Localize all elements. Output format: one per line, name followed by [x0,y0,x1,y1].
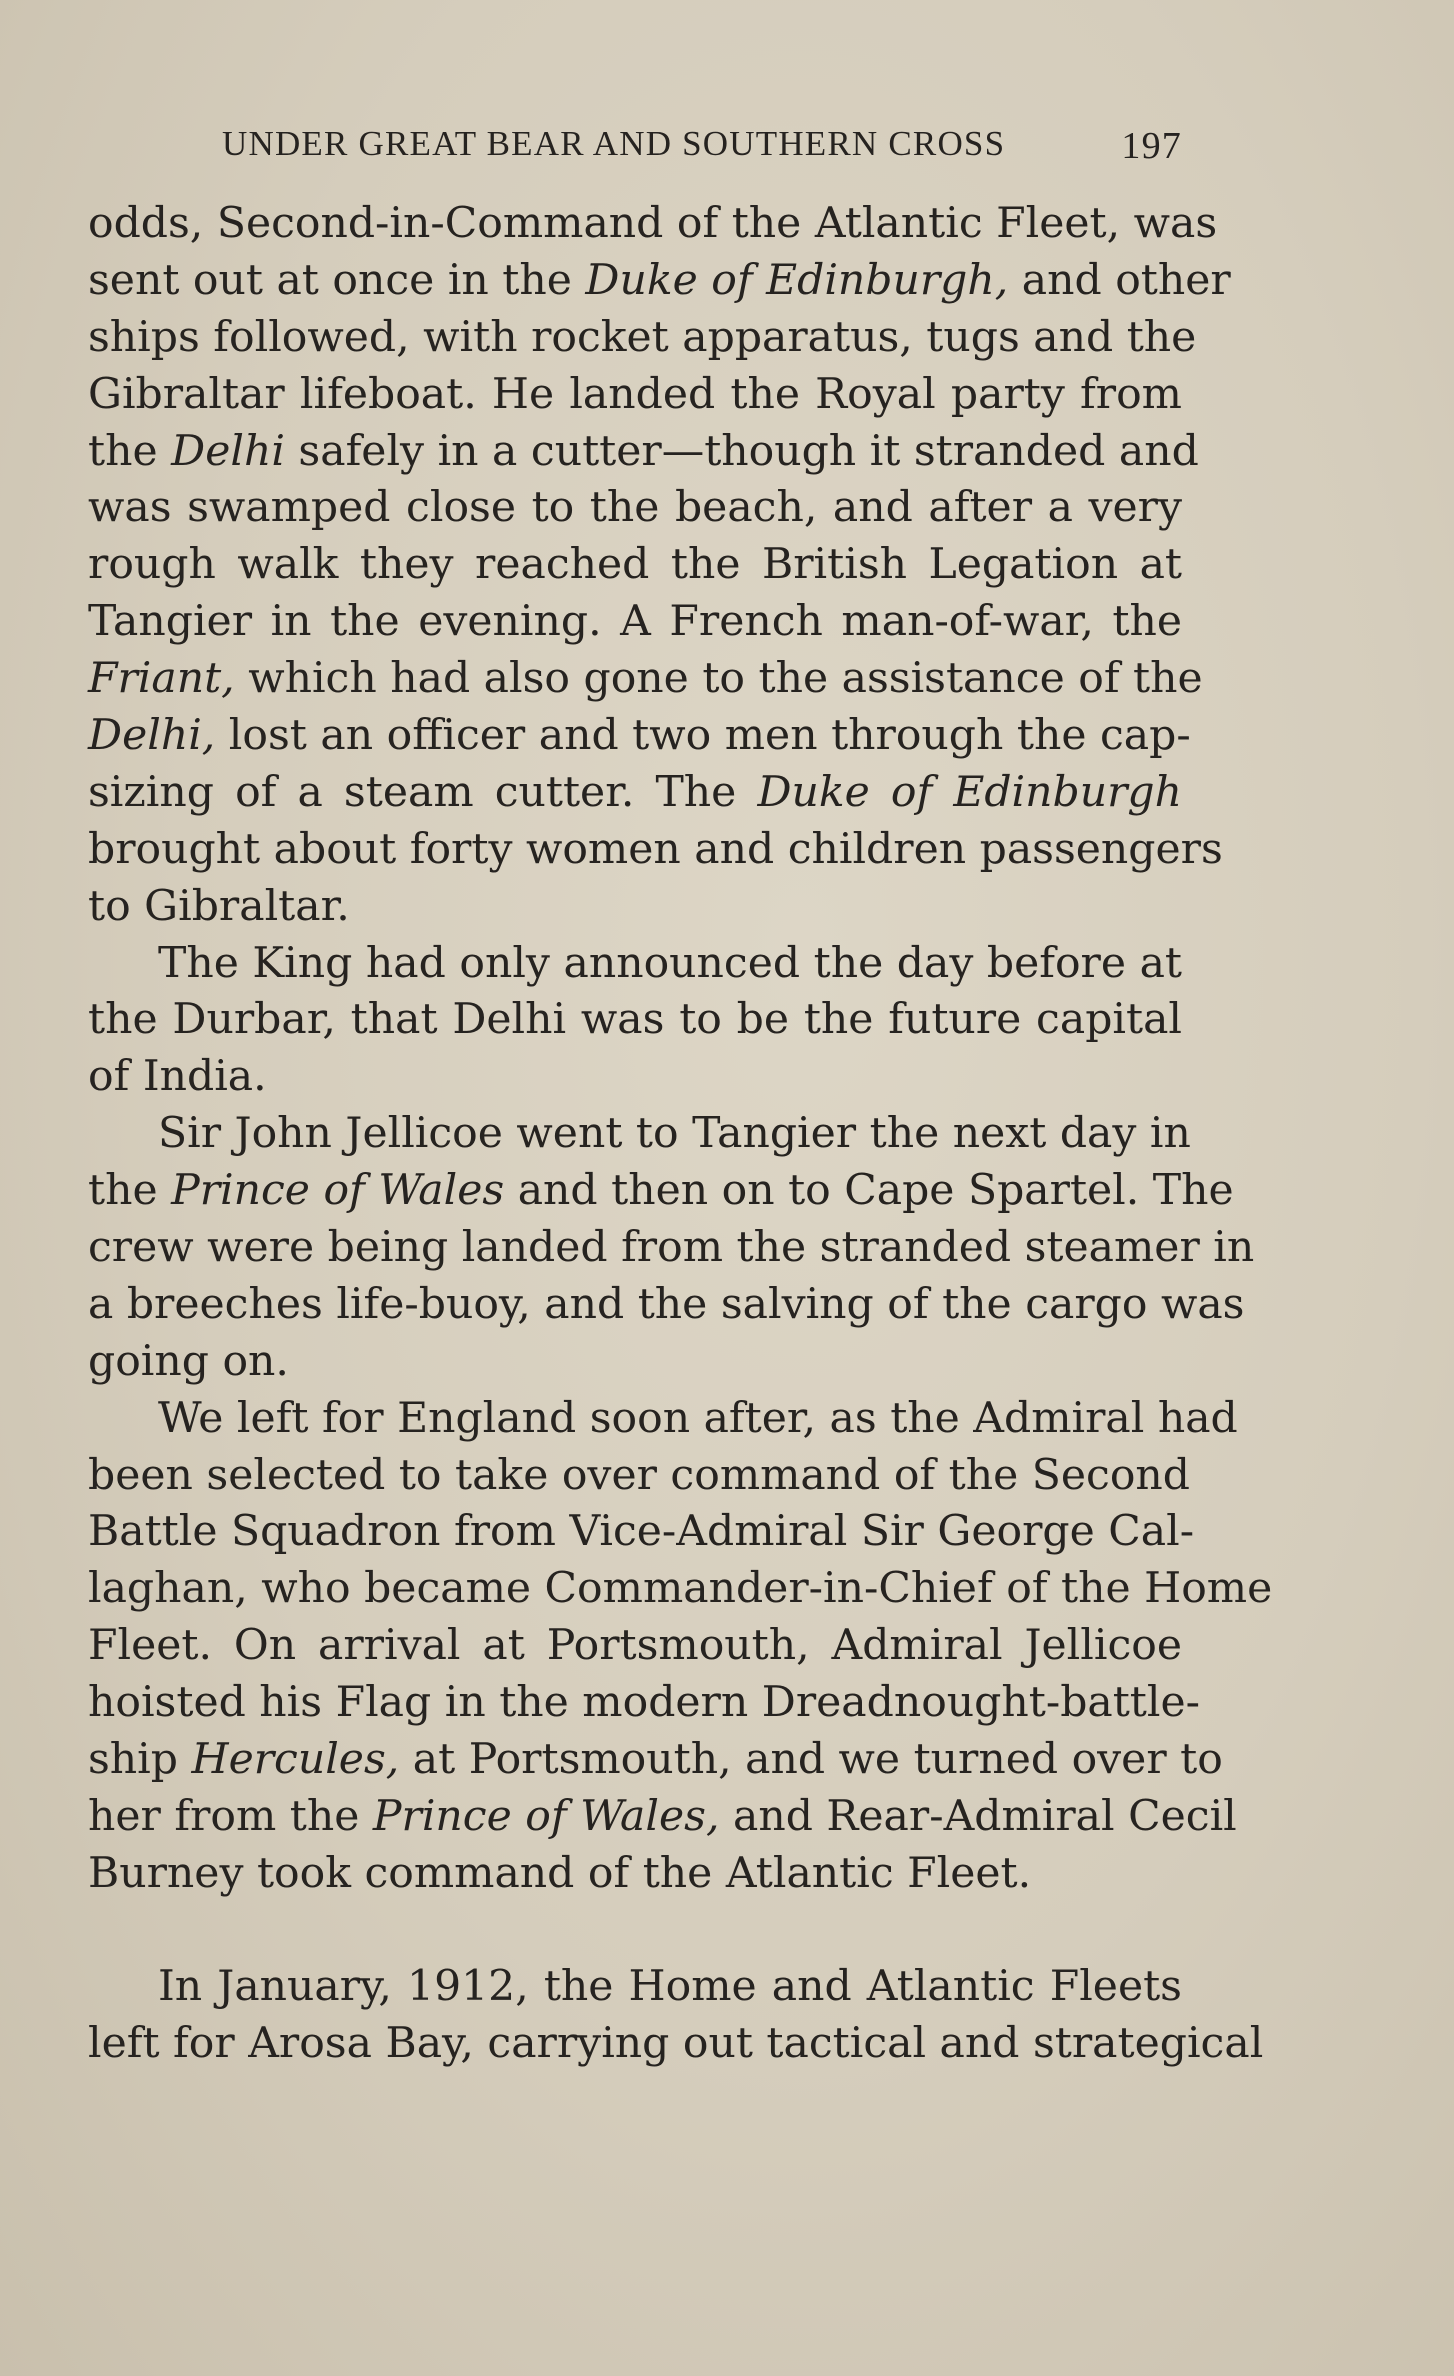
text-line [88,992,1182,1049]
text-run: ships followed, with rocket apparatus, tugs and the [88,312,1197,362]
italic-ship-name: Duke of Edinburgh, [585,255,1009,305]
text-run: sent out at once in the [88,255,586,305]
text-line [88,879,1182,936]
text-run: ship [88,1735,192,1785]
paragraph [88,1106,1255,1390]
text-run: In January, 1912, the Home and Atlantic Fleets [158,1961,1182,2011]
text-line [88,1163,1234,1220]
italic-ship-name: Delhi, [88,711,216,761]
text-run: left for Arosa Bay, carrying out tactical and strategical [88,2018,1264,2068]
text-run: sizing of a steam cutter. The [88,767,758,817]
text-run: and then on to Cape Spartel. The [504,1166,1234,1216]
text-run: to Gibraltar. [88,881,350,931]
text-run: and other [1008,255,1231,305]
text-line [88,1959,1182,2016]
italic-ship-name: Delhi [171,426,285,476]
text-run: odds, Second-in-Command of the Atlantic Fleet, was [88,199,1218,248]
text-run: lost an officer and two men through the cap- [215,711,1191,761]
italic-ship-name: Prince of Wales [171,1166,505,1216]
text-line [88,936,1182,993]
text-line [88,708,1191,765]
text-run: the [88,1166,172,1216]
text-run: Sir John Jellicoe went to Tangier the next day in [158,1109,1191,1159]
text-run: safely in a cutter—though it stranded and [284,426,1199,476]
text-line [88,1220,1255,1277]
italic-ship-name: Friant, [88,654,235,704]
text-line [88,2016,1264,2073]
text-run: The King had only announced the day before at [158,938,1182,988]
text-line [88,1789,1237,1846]
text-run: Fleet. On arrival at Portsmouth, Admiral Jellicoe [88,1621,1182,1671]
text-line [88,424,1199,481]
text-line [88,1334,1182,1391]
text-run: the Durbar, that Delhi was to be the future capital [88,995,1182,1045]
text-run: at Portsmouth, and we turned over to [399,1735,1223,1785]
text-line [88,765,1182,822]
paragraph [88,1959,1264,2073]
running-head [222,124,1182,168]
text-run: been selected to take over command of the Second [88,1450,1191,1500]
italic-ship-name: Hercules, [191,1735,400,1785]
text-line [88,310,1197,367]
text-run: brought about forty women and children passengers [88,824,1223,874]
text-line [88,253,1231,310]
text-line [88,367,1182,424]
text-line [88,1732,1223,1789]
text-line [88,1106,1191,1163]
section-break [88,1903,1182,1959]
italic-ship-name: Duke of Edinburgh [757,767,1182,817]
text-run: which had also gone to the assistance of the [234,654,1203,704]
text-line [88,1846,1182,1903]
text-line [88,1561,1273,1618]
page-number: 197 [1121,125,1182,167]
text-run: Gibraltar lifeboat. He landed the Royal party from [88,369,1182,419]
text-run: the [88,426,172,476]
text-line [88,822,1223,879]
text-run: hoisted his Flag in the modern Dreadnought-battle- [88,1678,1200,1728]
text-run: was swamped close to the beach, and after a very [88,483,1182,533]
text-run: We left for England soon after, as the Admiral had [158,1393,1238,1443]
body-text [88,196,1273,2073]
text-run: Burney took command of the Atlantic Fleet. [88,1848,1032,1898]
text-line [88,1618,1182,1675]
text-line [88,1391,1238,1448]
paragraph [88,1391,1273,1903]
text-run: a breeches life-buoy, and the salving of the cargo was [88,1279,1245,1329]
text-line [88,196,1218,253]
text-run: laghan, who became Commander-in-Chief of the Home [88,1564,1273,1614]
text-line [88,1049,1182,1106]
italic-ship-name: Prince of Wales, [372,1791,720,1841]
text-run: Battle Squadron from Vice-Admiral Sir George Cal- [88,1507,1195,1557]
running-head-title: UNDER GREAT BEAR AND SOUTHERN CROSS [222,124,1006,163]
text-line [88,480,1182,537]
paragraph [88,196,1231,936]
text-run: her from the [88,1791,373,1841]
text-line [88,594,1182,651]
paragraph [88,936,1182,1107]
text-line [88,1675,1200,1732]
text-run: crew were being landed from the stranded steamer in [88,1223,1255,1273]
text-run: Tangier in the evening. A French man-of-war, the [88,597,1182,647]
text-line [88,1504,1195,1561]
text-line [88,1448,1191,1505]
text-line [88,537,1182,594]
text-run: rough walk they reached the British Legation at [88,540,1182,590]
text-run: going on. [88,1336,289,1386]
text-run: and Rear-Admiral Cecil [719,1791,1237,1841]
text-run: of India. [88,1052,267,1102]
text-line [88,1277,1245,1334]
text-line [88,651,1203,708]
